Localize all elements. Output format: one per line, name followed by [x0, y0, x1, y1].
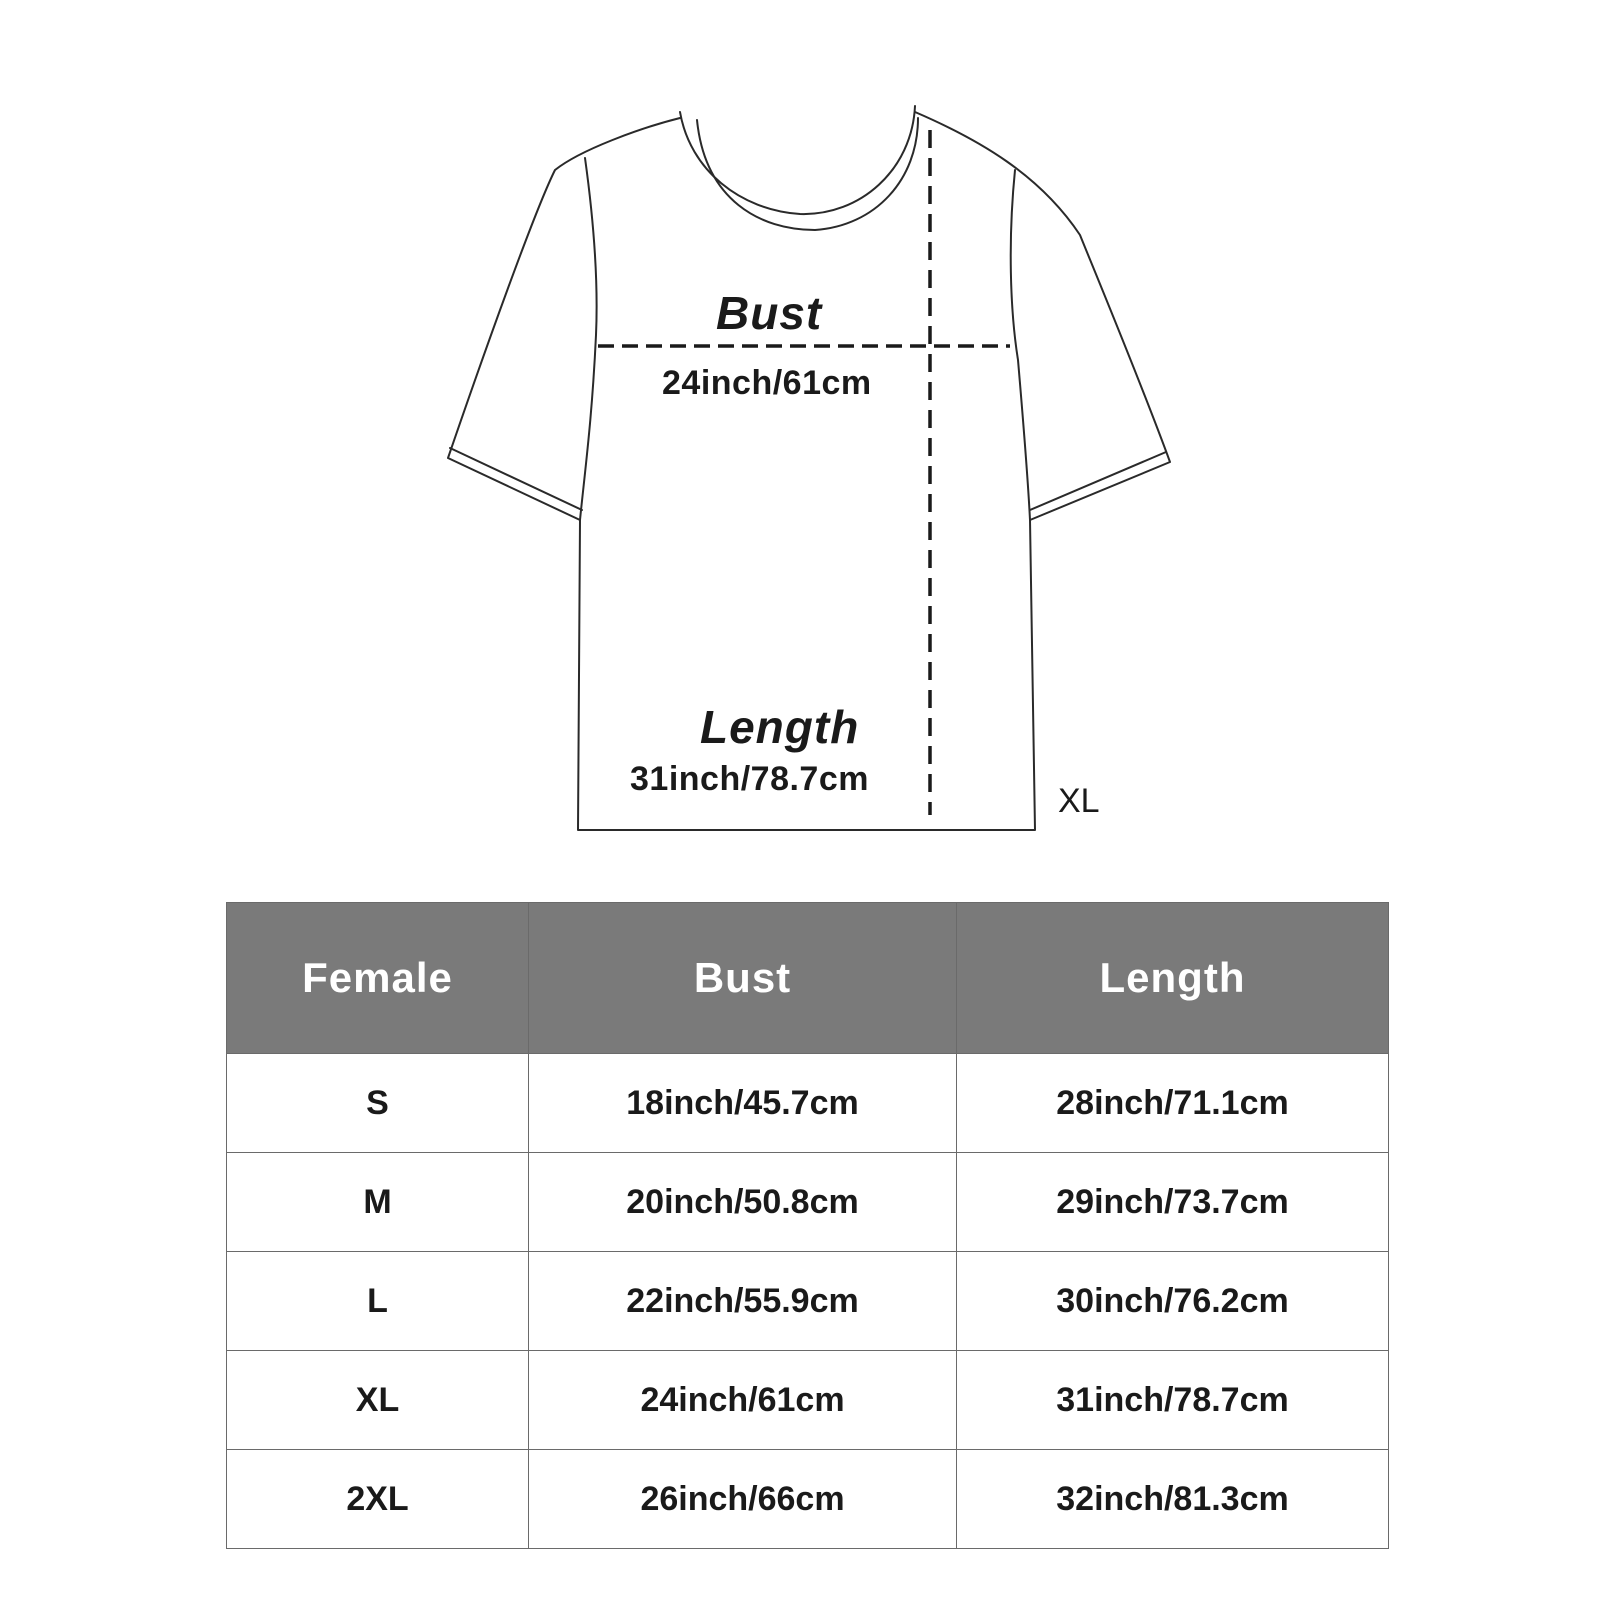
length-cell: 31inch/78.7cm: [957, 1351, 1389, 1450]
table-row: [227, 1252, 1389, 1351]
bust-cell: 24inch/61cm: [529, 1351, 957, 1450]
bust-measure: 24inch/61cm: [662, 364, 872, 402]
size-cell: XL: [227, 1351, 529, 1450]
length-cell: 29inch/73.7cm: [957, 1153, 1389, 1252]
header-female: Female: [227, 903, 529, 1054]
table-row: [227, 1054, 1389, 1153]
header-bust: Bust: [529, 903, 957, 1054]
length-label: Length: [700, 701, 860, 753]
right-shoulder-seam: [1011, 170, 1030, 520]
neckline-outer: [680, 106, 915, 214]
size-cell: 2XL: [227, 1450, 529, 1549]
length-cell: 30inch/76.2cm: [957, 1252, 1389, 1351]
size-chart-table: [226, 902, 1389, 1549]
table-row: [227, 1351, 1389, 1450]
size-cell: L: [227, 1252, 529, 1351]
size-cell: S: [227, 1054, 529, 1153]
length-cell: 28inch/71.1cm: [957, 1054, 1389, 1153]
bust-label: Bust: [716, 287, 823, 339]
left-sleeve-hem: [450, 448, 582, 510]
table-row: [227, 1153, 1389, 1252]
bust-cell: 22inch/55.9cm: [529, 1252, 957, 1351]
table-header-row: [227, 903, 1389, 1054]
size-cell: M: [227, 1153, 529, 1252]
left-shoulder-seam: [580, 158, 597, 520]
right-sleeve-hem: [1030, 452, 1166, 510]
length-measure: 31inch/78.7cm: [630, 760, 869, 798]
bust-cell: 20inch/50.8cm: [529, 1153, 957, 1252]
size-tag: XL: [1058, 782, 1100, 820]
table-row: [227, 1450, 1389, 1549]
header-length: Length: [957, 903, 1389, 1054]
bust-cell: 26inch/66cm: [529, 1450, 957, 1549]
bust-cell: 18inch/45.7cm: [529, 1054, 957, 1153]
length-cell: 32inch/81.3cm: [957, 1450, 1389, 1549]
